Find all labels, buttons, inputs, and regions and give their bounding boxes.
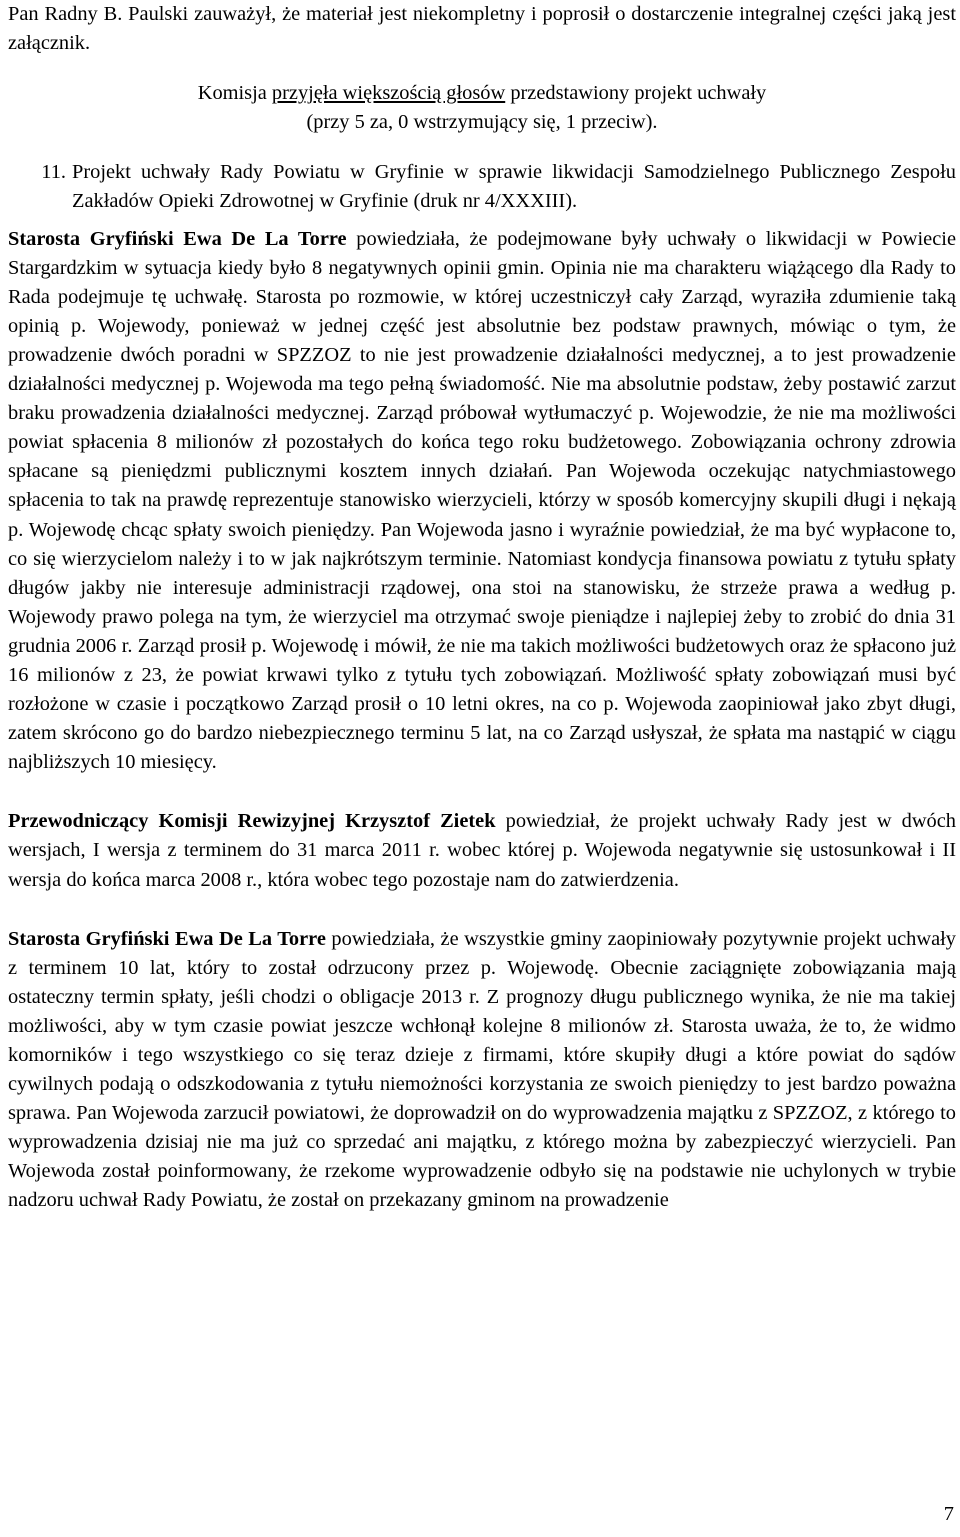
speech-paragraph-3 xyxy=(8,925,956,1216)
vote-prefix: Komisja xyxy=(197,82,272,105)
speech-text-1: powiedziała, że podejmowane były uchwały o likwidacji w Powiecie Stargardzkim w sytuacja kiedy było 8 negatywnych opinii gmin. Opinia nie ma charakteru wiążącego dla Rady to Rada podejmuje tę uchwałę. Starosta po rozmowie, w której uczestniczył cały Zarząd, wyraziła zdumienie taką opinią p. Wojewody, ponieważ w jednej część jest absolutnie bez podstaw prawnych, mówiąc o tym, że prowadzenie dwóch poradni w SPZZOZ to nie jest prowadzenie działalności medycznej, a to jest prowadzenie działalności medycznej p. Wojewoda ma tego pełną świadomość. Nie ma absolutnie podstaw, żeby postawić zarzut braku prowadzenia działalności medycznej. Zarząd próbował wytłumaczyć p. Wojewodzie, że nie ma możliwości powiat spłacenia 8 milionów zł pozostałych do końca tego roku budżetowego. Zobowiązania ochrony zdrowia spłacane są pieniędzmi publicznymi kosztem innych działań. Pan Wojewoda oczekując natychmiastowego spłacenia to tak na prawdę reprezentuje stanowisko wierzycieli, którzy w sposób komercyjny skupili długi i nękają p. Wojewodę chcąc spłaty swoich pieniędzy. Pan Wojewoda jasno i wyraźnie powiedział, że ma być wypłacone to, co się wierzycielom należy i to w jak najkrótszym terminie. Natomiast kondycja finansowa powiatu z tytułu spłaty długów jakby nie interesuje administracji rządowej, ona stoi na stanowisku, że strzeże prawa a według p. Wojewody prawo polega na tym, że wierzyciel ma otrzymać swoje pieniądze i najlepiej żeby to zrobić do dnia 31 grudnia 2006 r. Zarząd prosił p. Wojewodę i mówił, że nie ma takich możliwości budżetowych oraz że spłacono już 16 milionów z 23, że powiat krwawi tylko z tytułu tych zobowiązań. Możliwość spłaty zobowiązań musi być rozłożone w czasie i początkowo Zarząd prosił o 10 letni okres, na co p. Wojewoda zaopiniował jako zbyt długi, zatem skrócono go do bardzo niebezpiecznego terminu 5 lat, na co Zarząd usłyszał, że spłata ma nastąpić w ciągu najbliższych 10 miesięcy. xyxy=(8,227,956,774)
agenda-item-number: 11. xyxy=(41,161,66,184)
vote-counts: (przy 5 za, 0 wstrzymujący się, 1 przeciw). xyxy=(306,111,658,134)
vote-underlined-text: przyjęła większością głosów xyxy=(271,82,506,105)
speech-text-2: powiedział, że projekt uchwały Rady jest w dwóch wersjach, I wersja z terminem do 31 marca 2011 r. wobec której p. Wojewoda negatywnie się ustosunkował i II wersja do końca marca 2008 r., która wobec tego pozostaje nam do zatwierdzenia. xyxy=(8,810,956,891)
agenda-item xyxy=(8,158,956,216)
speaker-name-3: Starosta Gryfiński Ewa De La Torre xyxy=(8,927,326,950)
vote-rest: przedstawiony projekt uchwały xyxy=(505,82,767,105)
speech-text-3: powiedziała, że wszystkie gminy zaopiniowały pozytywnie projekt uchwały z terminem 10 lat, który to został odrzucony przez p. Wojewodę. Obecnie zaciągnięte zobowiązania mają ostateczny termin spłaty, jeśli chodzi o obligacje 2013 r. Z prognozy długu publicznego wynika, że nie ma takiej możliwości, aby w tym czasie powiat jeszcze wchłonął kolejne 8 milionów zł. Starosta uważa, że to, że widmo komorników i tego wszystkiego co się teraz dzieje z firmami, które skupiły długi a które powiat do sądów cywilnych podają o odszkodowania z tytułu niemożności korzystania ze swoich pieniędzy to jest bardzo poważna sprawa. Pan Wojewoda zarzucił powiatowi, że doprowadził on do wyprowadzenia majątku z SPZZOZ, z którego to wyprowadzenia dzisiaj nie ma już co sprzedać ani majątku, z którego można by zabezpieczyć wierzycieli. Pan Wojewoda został poinformowany, że rzekome wyprowadzenie odbyło się na podstawie nie uchylonych w trybie nadzoru uchwał Rady Powiatu, że został on przekazany gminom na prowadzenie xyxy=(8,927,956,1212)
intro-paragraph: Pan Radny B. Paulski zauważył, że materiał jest niekompletny i poprosił o dostarczenie integralnej części jaką jest załącznik. xyxy=(8,3,956,55)
agenda-item-title: Projekt uchwały Rady Powiatu w Gryfinie w sprawie likwidacji Samodzielnego Publicznego Zespołu Zakładów Opieki Zdrowotnej w Gryfinie (druk nr 4/XXXIII). xyxy=(72,161,956,213)
speech-paragraph-1 xyxy=(8,225,956,778)
speaker-name-2: Przewodniczący Komisji Rewizyjnej Krzysztof Zietek xyxy=(8,810,496,833)
page-number: 7 xyxy=(943,1503,954,1525)
speaker-name-1: Starosta Gryfiński Ewa De La Torre xyxy=(8,227,347,250)
vote-result-paragraph xyxy=(8,79,956,137)
document-page xyxy=(8,0,956,1216)
speech-paragraph-2 xyxy=(8,807,956,894)
